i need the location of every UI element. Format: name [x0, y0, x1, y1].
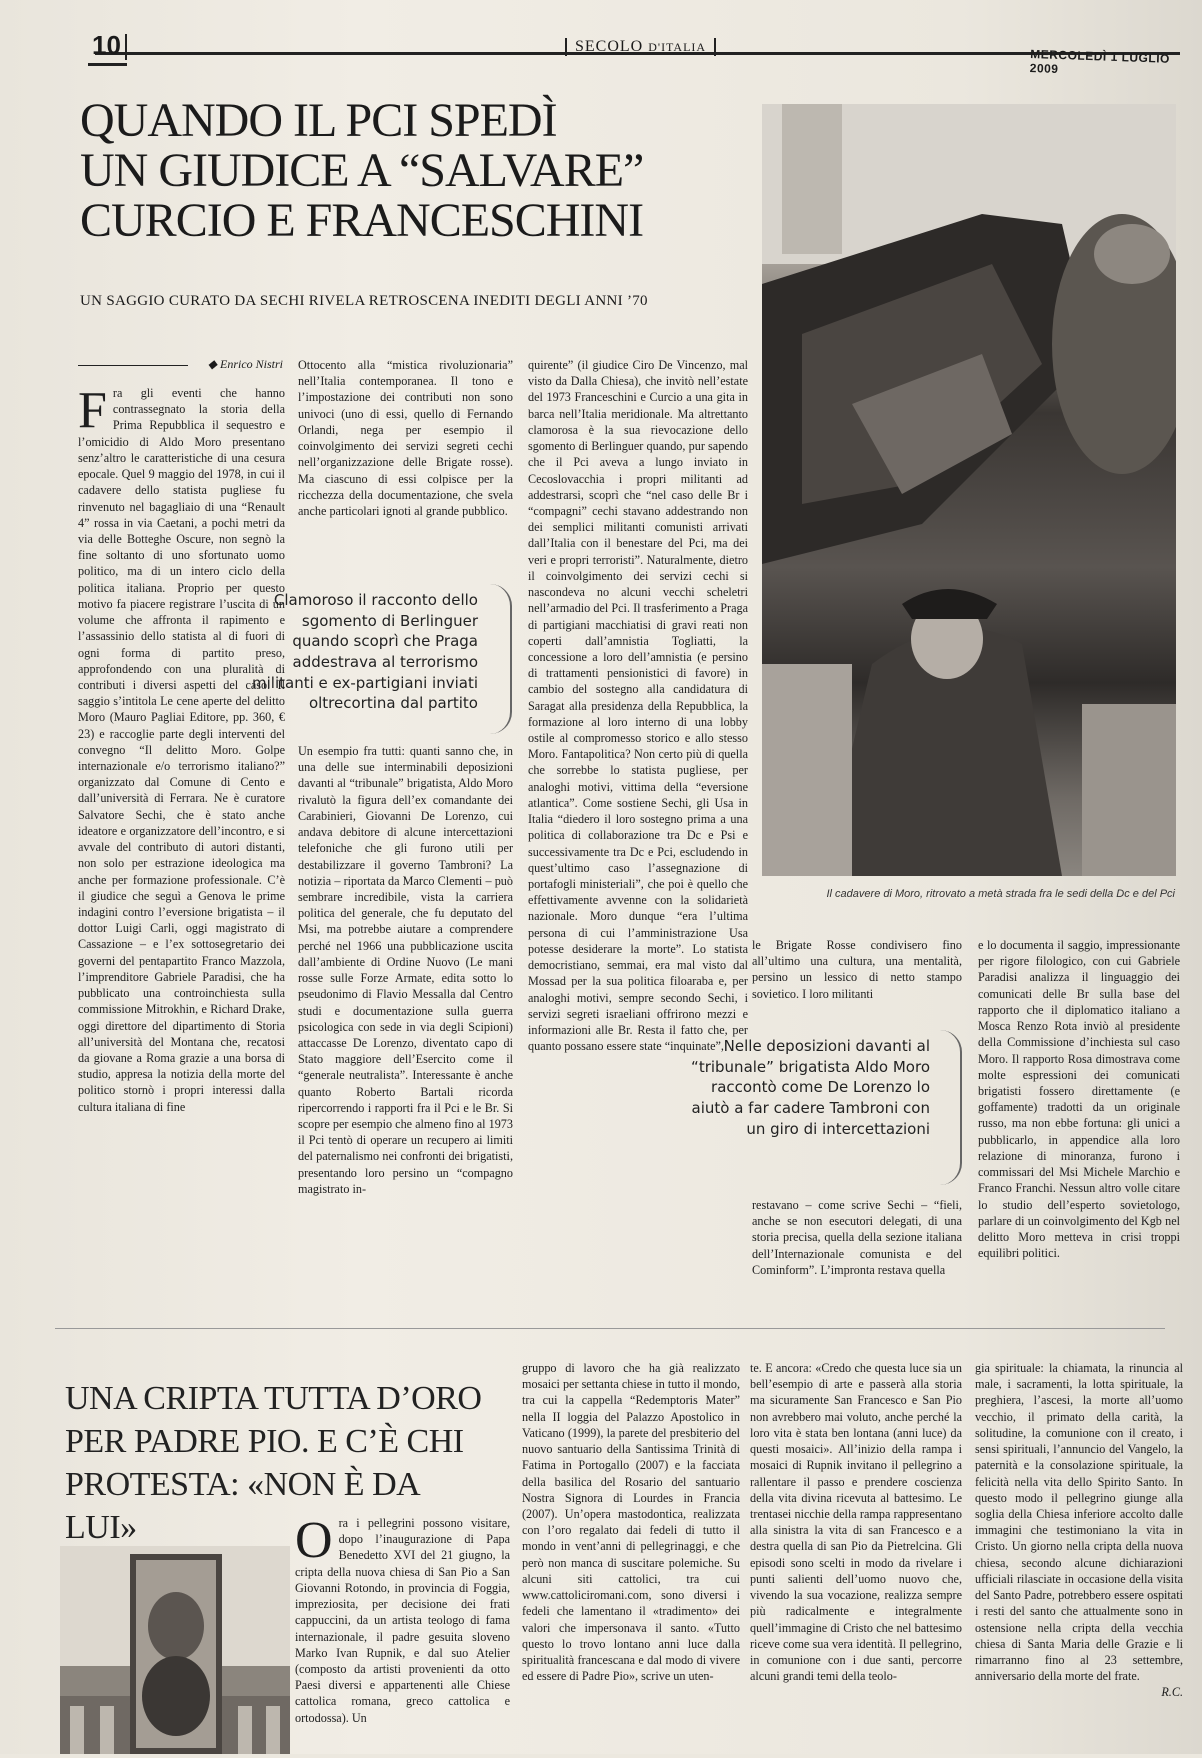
news-photo — [762, 104, 1176, 876]
drop-cap: F — [78, 382, 107, 439]
column-text: ra gli eventi che hanno contrassegnato la storia della Prima Repubblica il sequestro e l’omicidio di Aldo Moro presentano senz’altro le caratteristiche di una cesura epocale. Quel 9 maggio del 1978, in cui il cadavere dello statista pugliese fu rinvenuto nel bagagliaio di una “Renault 4” rossa in via Caetani, a pochi metri da via delle Botteghe Oscure, non segnò la fine soltanto di uno sfortunato uomo politico, ma di un intero ciclo della politica italiana. Proprio per questo motivo fa piacere registrare l’uscita di un volume che affronta il rapimento e l’assassinio dello statista al di fuori di ogni forma di partito preso, approfondendo con una pluralità di contributi i diversi aspetti del caso. Il saggio s’intitola Le cene aperte del delitto Moro (Mauro Pagliai Editore, pp. 360, € 23) e raccoglie parte degli interventi del convegno “Il delitto Moro. Golpe internazionale e/o terrorismo italiano?” organizzato dal Comune di Cento e dall’università di Ferrara. Ne è curatore Salvatore Sechi, che è stato anche ideatore e organizzatore dell’incontro, e si avvale del contributo di autori distanti, non solo per estrazione ideologica ma anche per formazione professionale. C’è il giudice che seguì a Genova le prime indagini contro l’eversione brigatista – il dottor Luigi Carli, oggi magistrato di Cassazione – e l’ex sottosegretario dei governi del pentapartito Franco Mazzola, l’imprenditore Gabriele Paradisi, che ha pubblicato una controinchiesta sulla commissione Mitrokhin, e Richard Drake, oggi direttore del dipartimento di Storia all’università del Montana che, recatosi da giovane a Roma grazie a una borsa di studio, appresa la notizia della morte del politico stornò i propri interessi dalla cultura italiana di fine — [78, 386, 285, 1114]
pull-quote-bracket — [940, 1030, 962, 1185]
masthead-title: SECOLO — [575, 38, 644, 55]
pull-quote: Clamoroso il racconto dello sgomento di Berlinguer quando scoprì che Praga addestrava al terrorismo militanti e ex-partigiani inviati oltrecortina dal partito — [252, 591, 478, 713]
pull-quote: Nelle deposizioni davanti al “tribunale” brigatista Aldo Moro raccontò come De Lorenzo lo aiutò a far cadere Tambroni con un giro di intercettazioni — [691, 1037, 930, 1138]
column-text: le Brigate Rosse condivisero fino all’ultimo una cultura, una mentalità, persino un lessico di netto stampo sovietico. I loro militanti — [752, 938, 962, 1001]
article-column — [78, 382, 285, 1115]
article-column — [295, 1512, 510, 1726]
person-head — [1094, 224, 1170, 284]
article-column — [522, 1360, 740, 1684]
headline-line: UNA CRIPTA TUTTA D’ORO — [65, 1380, 482, 1418]
issue-date: MERCOLEDÌ 1 LUGLIO 2009 — [1029, 47, 1171, 76]
pull-quote-bracket — [490, 584, 512, 734]
column-text: Un esempio fra tutti: quanti sanno che, in una delle sue interminabili deposizioni davanti al “tribunale” brigatista, Aldo Moro rivalutò la figura dell’ex comandante dei Carabinieri, Giovanni De Lorenzo, cui andava debitore di alcune intercettazioni telefoniche che gli furono utili per destabilizzare il governo Tambroni? La notizia – riportata da Marco Clementi – può sembrare incredibile, vista la carriera politica del generale, che fu deputato del Msi, ma potrebbe aiutare a comprendere perché nel 1966 una pubblicazione uscita dall’ambiente di Ordine Nuovo (Le mani rosse sulle Forze Armate, edita sotto lo pseudonimo di Flavio Messalla dal Centro studi e documentazione sulla guerra psicologica con sede in via degli Scipioni) attaccasse De Lorenzo, diventato capo di Stato maggiore dell’Esercito come il “generale neutralista”. Interessante è anche quanto Roberto Bartali ricorda ripercorrendo i rapporti fra il Pci e le Br. Si scopre per esempio che almeno fino al 1973 il Pci tentò di operare un recupero ai limiti del paternalismo nei confronti dei brigatisti, presentando loro persino un “compagno magistrato in- — [298, 744, 513, 1196]
article-column — [750, 1360, 962, 1684]
portrait-habit — [142, 1656, 210, 1736]
officer-cap — [902, 589, 997, 619]
photo-caption: Il cadavere di Moro, ritrovato a metà strada fra le sedi della Dc e del Pci — [826, 888, 1175, 900]
masthead-suffix: D'ITALIA — [648, 40, 707, 54]
headline-line: PROTESTA: «NON È DA LUI» — [65, 1465, 419, 1546]
column-text: restavano – come scrive Sechi – “fieli, anche se non esecutori delegati, di una storia precisa, quella della sezione italiana dell’Internazionale comunista e del Cominform”. L’impronta restava quella — [752, 1198, 962, 1277]
crowd-left — [762, 664, 852, 876]
column-text: Ottocento alla “mistica rivoluzionaria” nell’Italia contemporanea. Il tono e l’impostazione dei contributi non sono univoci (uno di essi, quello di Fernando Orlandi, nega per esempio il coinvolgimento dei servizi segreti cechi nell’organizzazione delle Brigate rosse). Ma ciascuno di essi colpisce per la ricchezza della documentazione, che svela anche particolari ignoti al grande pubblico. — [298, 358, 513, 518]
section-divider — [55, 1328, 1165, 1329]
article-column — [528, 357, 748, 1054]
article-column — [752, 937, 962, 1002]
article-column — [975, 1360, 1183, 1701]
column-text: quirente” (il giudice Ciro De Vincenzo, mal visto da Dalla Chiesa), che invitò nell’estate del 1973 Franceschini e Curcio a una gita in barca nell’Italia meridionale. Ma altrettanto clamorosa è la sua rievocazione dello sgomento di Berlinguer quando, pur sapendo che il Pci aveva a lungo inviato in Cecoslovacchia i propri militanti ad addestrarsi, scoprì che “nel caso delle Br i “compagni” cechi stavano addestrando non dei semplici militanti comunisti arrivati dall’Italia con il benestare del Pci, ma dei veri e propri terroristi”. Naturalmente, dietro il coinvolgimento dei servizi cechi si nascondeva no alcuni vecchi scheletri nell’armadio del Pci. Il trasferimento a Praga di partigiani macchiatisi di gravi reati non coperti dall’amnistia Togliatti, la concessione a loro dell’amnistia (e persino di trattamenti pensionistici di favore) in cambio del sostegno alla candidatura di Saragat alla presidenza della Repubblica, la formazione al loro interno di una lobby ostile al compromesso storico e allo stesso Moro. Fantapolitica? Non certo più di quella che sorrebbe lo statista pugliese, per analoghi motivi, vittima della “eversione atlantica”. Come sostiene Sechi, gli Usa in Italia “diedero il loro sostegno prima a una politica di collaborazione tra Dc e Psi e successivamente tra Dc e Pci, escludendo in quest’ultimo caso l’assegnazione di portafogli ministeriali”, che poi è quello che effettivamente avvenne con la solidarietà nazionale. Moro dunque “era l’ultima persona di cui l’amministrazione Usa potesse desiderare la morte”. Lo statista democristiano, semmai, era mal visto dal Mossad per la sua politica filoaraba e, per analoghi motivi, sempre secondo Sechi, i servizi segreti israeliani offrirono mezzi e informazioni alle Br. Resta il fatto che, per quanto possano essere state “inquinate”, — [528, 358, 748, 1054]
column-text: e lo documenta il saggio, impressionante per rigore filologico, con cui Gabriele Paradisi analizza il linguaggio dei comunicati delle Br sulla base del rapporto che il diplomatico italiano a Mosca Renzo Rota inviò al presidente della Commissione d’inchiesta sul caso Moro. Il rapporto Rosa dimostrava come molte espressioni dei comunicati brigatisti fossero direttamente (e goffamente) tradotti da un originale russo, ma non ebbe fortuna: gli unici a pubblicarlo, in appendice alla loro relazione di minoranza, furono i commissari del Msi Michele Marchio e Franco Franchi. Nessun altro volle citare lo studio dell’esperto sovietologo, parlare di un coinvolgimento del Kgb nel delitto Moro metteva in crisi troppi equilibri politici. — [978, 938, 1180, 1261]
church-illustration — [60, 1546, 290, 1754]
column-text: gruppo di lavoro che ha già realizzato mosaici per settanta chiese in tutto il mondo, tra cui la cappella “Redemptoris Mater” nella II loggia del Palazzo Apostolico in Vaticano (1999), la parete del presbiterio del nuovo santuario della Santissima Trinità di Fatima in Portogallo (2007) e la facciata della basilica del Rosario del santuario Nostra Signora di Lourdes in Francia (2007). Un’opera mastodontica, realizzata con l’oro regalato dai fedeli di tutto il mondo in vent’anni di pellegrinaggi, e che però non manca di suscitare polemiche. Su alcuni siti cattolici, tra cui www.cattoliciromani.com, sono diversi i fedeli che lamentano il «tradimento» dei valori che impersonava il santo. «Tutto questo lo trovo lontano anni luce dalla spiritualità francescana e dal modo di vivere ed essere di Padre Pio», scrive un uten- — [522, 1361, 740, 1684]
photo-illustration — [762, 104, 1176, 876]
column-text: gia spirituale: la chiamata, la rinuncia al male, i sacramenti, la lotta spirituale, la preghiera, l’ascesi, la morte all’uomo vecchio, il primato della carità, la solitudine, la comunione con il creato, i sensi spirituali, l’annuncio del Vangelo, la paternità e la consolazione spirituale, la felicità nella vita dello Spirito Santo. In questo modo il pellegrino giunge alla soglia della Chiesa inferiore accolto dalle immagini che testimoniano la vita in Cristo. Un giorno nella cripta della nuova chiesa, secondo alcune dichiarazioni ufficiali rilasciate in occasione della visita del Santo Padre, potrebbero essere ospitati i resti del santo che attualmente sono in ostensione nella cripta della vecchia chiesa di Santa Maria delle Grazie e li rimarranno fino al 23 settembre, anniversario della morte del frate. — [975, 1361, 1183, 1684]
column — [238, 1706, 252, 1754]
column — [70, 1706, 84, 1754]
article-column — [752, 1197, 962, 1278]
article-column — [298, 357, 513, 519]
article-headline — [80, 96, 760, 246]
headline-line: PER PADRE PIO. E C’È CHI — [65, 1423, 464, 1461]
headline-line: UN GIUDICE A “SALVARE” — [80, 143, 644, 197]
article-column — [298, 743, 513, 1197]
padre-pio-portrait — [148, 1592, 204, 1660]
column — [100, 1706, 114, 1754]
author-name: Enrico Nistri — [219, 357, 283, 371]
church-photo — [60, 1546, 290, 1754]
article-signature: R.C. — [1161, 1685, 1183, 1700]
headline-line: QUANDO IL PCI SPEDÌ — [80, 94, 557, 147]
page-number: 10 — [88, 30, 127, 66]
column-text: ra i pellegrini possono visitare, dopo l’inaugurazione di Papa Benedetto XVI del 21 giugno, la cripta della nuova chiesa di San Pio a San Giovanni Rotondo, in provincia di Foggia, impreziosita, per decisione dei frati cappuccini, da un artista teologo di fama internazionale, il padre gesuita sloveno Marko Ivan Rupnik, e dal suo Atelier (composto da artisti provenienti da otto Paesi diversi e appartenenti alle Chiese cattolica romana, greco cattolica e ortodossa). Un — [295, 1516, 510, 1725]
column — [266, 1706, 280, 1754]
article-subheadline: UN SAGGIO CURATO DA SECHI RIVELA RETROSCENA INEDITI DEGLI ANNI ’70 — [80, 293, 648, 309]
crowd-right — [1082, 704, 1176, 876]
photo-wall-panel — [782, 104, 842, 254]
byline: ◆ Enrico Nistri — [78, 357, 283, 372]
article-column — [978, 937, 1180, 1261]
masthead — [565, 38, 716, 56]
column-text: te. E ancora: «Credo che questa luce sia un bell’esempio di arte e passerà alla storia ma sicuramente San Francesco e San Pio non avrebbero mai voluto, anche perché la loro vita è stata ben lontana (anni luce) da questi mosaici». All’inizio della rampa i mosaici di Rupnik invitano il pellegrino a rallentare il passo e prendere coscienza della vita divina ricevuta al battesimo. Le trentasei nicchie della rampa rappresentano alla sinistra la vita di san Francesco e a destra quella di san Pio da Pietrelcina. Gli episodi sono scelti in modo da rivelare i punti salienti dell’uomo nuovo che, vivendo la sua vocazione, realizza sempre più radicalmente e integralmente quell’immagine di Cristo che nel battesimo riceve come sua vera identità. Il pellegrino, in comunione con i due santi, percorre alcuni grandi temi della teolo- — [750, 1361, 962, 1684]
headline-line: CURCIO E FRANCESCHINI — [80, 193, 644, 247]
drop-cap: O — [295, 1512, 333, 1569]
